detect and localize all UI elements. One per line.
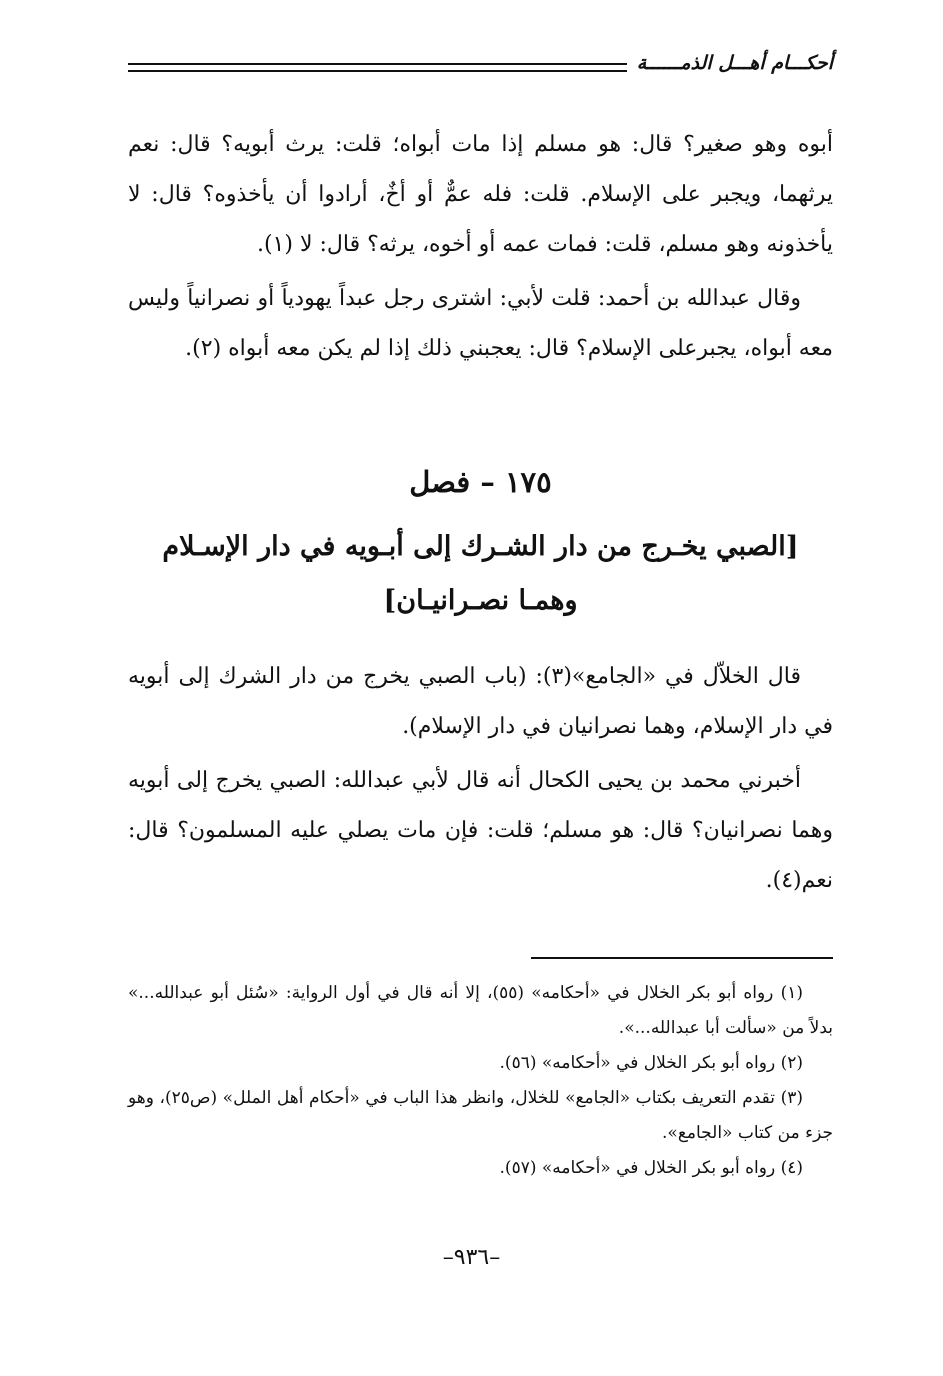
footnote-3: (٣) تقدم التعريف بكتاب «الجامع» للخلال، وانظر هذا الباب في «أحكام أهل الملل» (ص٢٥)، وهو جزء من كتاب «الجامع». bbox=[128, 1088, 833, 1143]
paragraph-kahhal: أخبرني محمد بن يحيى الكحال أنه قال لأبي عبدالله: الصبي يخرج إلى أبويه وهما نصرانيان؟ قال: هو مسلم؛ قلت: فإن مات يصلي عليه المسلمون؟ قال: نعم(٤). bbox=[128, 768, 833, 893]
header-double-rule bbox=[128, 63, 627, 72]
section-title-line-2: وهمـا نصـرانيـان] bbox=[383, 585, 578, 616]
paragraph-abdullah: وقال عبدالله بن أحمد: قلت لأبي: اشترى رجل عبداً يهودياً أو نصرانياً وليس معه أبواه، يجبرعلى الإسلام؟ قال: يعجبني ذلك إذا لم يكن معه أبواه (٢). bbox=[128, 286, 833, 361]
footnote-separator bbox=[531, 957, 833, 959]
footnote-4: (٤) رواه أبو بكر الخلال في «أحكامه» (٥٧). bbox=[499, 1158, 803, 1178]
page-number: –٩٣٦– bbox=[442, 1245, 501, 1270]
section-title bbox=[128, 520, 833, 628]
paragraph-continuation: أبوه وهو صغير؟ قال: هو مسلم إذا مات أبواه؛ قلت: يرث أبويه؟ قال: نعم يرثهما، ويجبر على الإسلام. قلت: فله عمٌّ أو أخٌ، أرادوا أن يأخذوه؟ قال: لا يأخذونه وهو مسلم، قلت: فمات عمه أو أخوه، يرثه؟ قال: لا (١). bbox=[128, 132, 833, 257]
continuation-text bbox=[128, 120, 833, 374]
footnote-1: (١) رواه أبو بكر الخلال في «أحكامه» (٥٥)، إلا أنه قال في أول الرواية: «سُئل أبو عبدالله...» بدلاً من «سألت أبا عبدالله...». bbox=[128, 983, 833, 1038]
paragraph-khallal: قال الخلاّل في «الجامع»(٣): (باب الصبي يخرج من دار الشرك إلى أبويه في دار الإسلام، وهما نصرانيان في دار الإسلام). bbox=[128, 664, 833, 739]
section-title-line-1: [الصبي يخـرج من دار الشـرك إلى أبـويه في دار الإسـلام bbox=[162, 531, 799, 562]
section-number: ١٧٥ – فصل bbox=[409, 465, 552, 499]
footnotes bbox=[128, 976, 833, 1186]
footnote-2: (٢) رواه أبو بكر الخلال في «أحكامه» (٥٦). bbox=[499, 1053, 803, 1073]
running-title: أحكـــام أهـــل الذمــــــة bbox=[636, 51, 833, 74]
section-body bbox=[128, 652, 833, 906]
running-header bbox=[128, 48, 833, 78]
